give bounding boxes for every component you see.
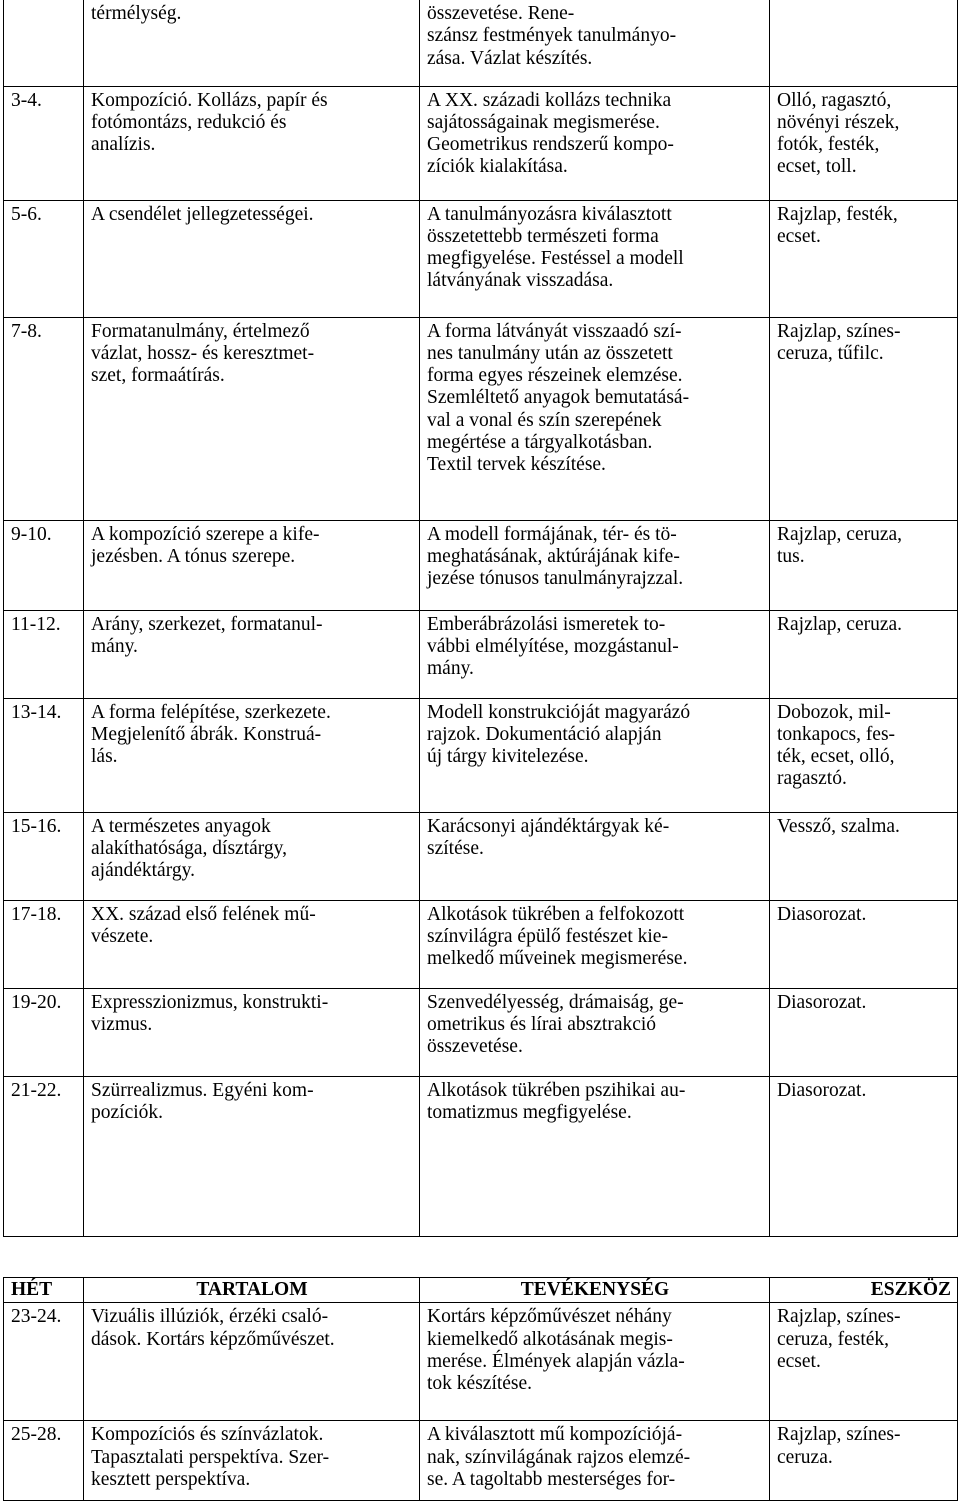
activity-cell: Szenvedélyesség, drámaiság, ge- ometrikus és lírai absztrakció összevetése. (420, 988, 770, 1076)
content-cell: A természetes anyagok alakíthatósága, dísztárgy, ajándéktárgy. (84, 812, 420, 900)
activity-cell: A forma látványát visszaadó szí- nes tanulmány után az összetett forma egyes részeinek elemzése. Szemléltető anyagok bemutatásá- val a vonal és szín szerepének megértése a tárgyalkotásban. Textil tervek készítése. (420, 317, 770, 520)
table-row (4, 698, 958, 812)
curriculum-table-continued (3, 1277, 958, 1501)
tools-cell: Rajzlap, színes- ceruza, festék, ecset. (770, 1303, 958, 1421)
tools-cell: Diasorozat. (770, 900, 958, 988)
table-row (4, 317, 958, 520)
tools-cell: Diasorozat. (770, 1076, 958, 1236)
content-cell: térmélység. (84, 0, 420, 86)
curriculum-table-body (4, 1303, 958, 1501)
week-cell: 5-6. (4, 200, 84, 317)
week-cell: 15-16. (4, 812, 84, 900)
content-cell: Kompozíciós és színvázlatok. Tapasztalati perspektíva. Szer- kesztett perspektíva. (84, 1421, 420, 1501)
curriculum-table-body (4, 0, 958, 1236)
week-cell (4, 0, 84, 86)
tools-cell: Rajzlap, színes- ceruza. (770, 1421, 958, 1501)
content-cell: A forma felépítése, szerkezete. Megjelenítő ábrák. Konstruá- lás. (84, 698, 420, 812)
week-cell: 7-8. (4, 317, 84, 520)
content-cell: Expresszionizmus, konstrukti- vizmus. (84, 988, 420, 1076)
content-cell: Kompozíció. Kollázs, papír és fotómontázs, redukció és analízis. (84, 86, 420, 200)
content-cell: Arány, szerkezet, formatanul- mány. (84, 610, 420, 698)
tools-cell: Rajzlap, színes- ceruza, tűfilc. (770, 317, 958, 520)
table-row (4, 86, 958, 200)
week-cell: 25-28. (4, 1421, 84, 1501)
tools-cell: Vessző, szalma. (770, 812, 958, 900)
header-tools: ESZKÖZ (770, 1278, 958, 1303)
activity-cell: A XX. századi kollázs technika sajátosságainak megismerése. Geometrikus rendszerű kompo- zíciók kialakítása. (420, 86, 770, 200)
table-row (4, 900, 958, 988)
tools-cell: Diasorozat. (770, 988, 958, 1076)
table-row (4, 200, 958, 317)
week-cell: 23-24. (4, 1303, 84, 1421)
activity-cell: Kortárs képzőművészet néhány kiemelkedő alkotásának megis- merése. Élmények alapján vázla- tok készítése. (420, 1303, 770, 1421)
table-row (4, 610, 958, 698)
tools-cell: Rajzlap, ceruza. (770, 610, 958, 698)
table-row (4, 812, 958, 900)
tools-cell: Rajzlap, ceruza, tus. (770, 520, 958, 610)
content-cell: A csendélet jellegzetességei. (84, 200, 420, 317)
activity-cell: összevetése. Rene- szánsz festmények tanulmányo- zása. Vázlat készítés. (420, 0, 770, 86)
tools-cell (770, 0, 958, 86)
header-week: HÉT (4, 1278, 84, 1303)
activity-cell: Emberábrázolási ismeretek to- vábbi elmélyítése, mozgástanul- mány. (420, 610, 770, 698)
content-cell: A kompozíció szerepe a kife- jezésben. A tónus szerepe. (84, 520, 420, 610)
content-cell: Szürrealizmus. Egyéni kom- pozíciók. (84, 1076, 420, 1236)
activity-cell: Alkotások tükrében a felfokozott színvilágra épülő festészet kie- melkedő műveinek megismerése. (420, 900, 770, 988)
activity-cell: Karácsonyi ajándéktárgyak ké- szítése. (420, 812, 770, 900)
curriculum-table (3, 0, 958, 1237)
table-row (4, 1303, 958, 1421)
week-cell: 11-12. (4, 610, 84, 698)
activity-cell: A tanulmányozásra kiválasztott összetettebb természeti forma megfigyelése. Festéssel a modell látványának visszadása. (420, 200, 770, 317)
activity-cell: Alkotások tükrében pszihikai au- tomatizmus megfigyelése. (420, 1076, 770, 1236)
table-row (4, 1076, 958, 1236)
week-cell: 17-18. (4, 900, 84, 988)
content-cell: XX. század első felének mű- vészete. (84, 900, 420, 988)
week-cell: 9-10. (4, 520, 84, 610)
header-activity: TEVÉKENYSÉG (420, 1278, 770, 1303)
tools-cell: Dobozok, mil- tonkapocs, fes- ték, ecset, olló, ragasztó. (770, 698, 958, 812)
tools-cell: Rajzlap, festék, ecset. (770, 200, 958, 317)
week-cell: 3-4. (4, 86, 84, 200)
activity-cell: Modell konstrukcióját magyarázó rajzok. Dokumentáció alapján új tárgy kivitelezése. (420, 698, 770, 812)
table-row (4, 0, 958, 86)
tools-cell: Olló, ragasztó, növényi részek, fotók, festék, ecset, toll. (770, 86, 958, 200)
activity-cell: A modell formájának, tér- és tö- meghatásának, aktúrájának kife- jezése tónusos tanulmányrajzzal. (420, 520, 770, 610)
activity-cell: A kiválasztott mű kompozíciójá- nak, színvilágának rajzos elemzé- se. A tagoltabb mesterséges for- (420, 1421, 770, 1501)
week-cell: 21-22. (4, 1076, 84, 1236)
table-row (4, 1421, 958, 1501)
header-content: TARTALOM (84, 1278, 420, 1303)
content-cell: Formatanulmány, értelmező vázlat, hossz- és keresztmet- szet, formaátírás. (84, 317, 420, 520)
week-cell: 13-14. (4, 698, 84, 812)
table-row (4, 520, 958, 610)
week-cell: 19-20. (4, 988, 84, 1076)
table-row (4, 988, 958, 1076)
content-cell: Vizuális illúziók, érzéki csaló- dások. Kortárs képzőművészet. (84, 1303, 420, 1421)
header-row (4, 1278, 958, 1303)
table-header (4, 1278, 958, 1303)
